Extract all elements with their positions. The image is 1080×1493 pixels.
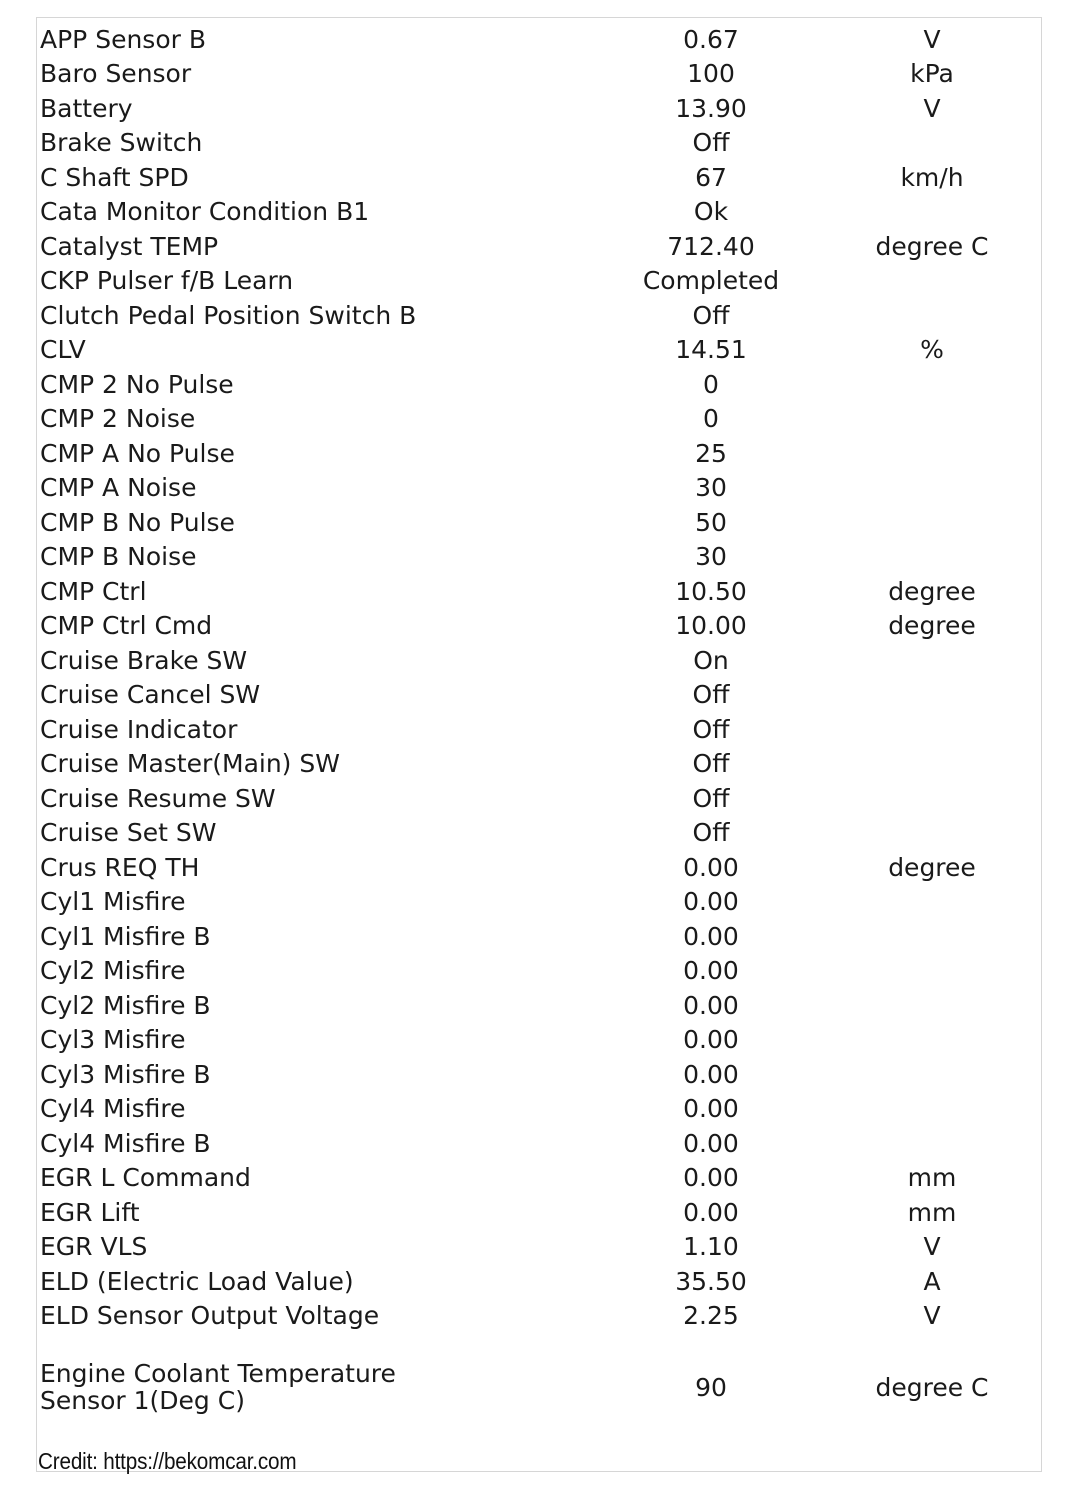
parameter-name: Cruise Master(Main) SW <box>40 749 340 779</box>
table-row <box>40 264 1040 299</box>
table-row <box>40 22 1040 57</box>
parameter-unit: mm <box>907 1197 957 1227</box>
parameter-unit: km/h <box>900 162 964 192</box>
table-row <box>40 1264 1040 1299</box>
table-row <box>40 540 1040 575</box>
table-row <box>40 1299 1040 1334</box>
parameter-unit: A <box>923 1266 941 1296</box>
parameter-unit: degree <box>888 611 976 641</box>
table-row <box>40 1161 1040 1196</box>
parameter-name: Cyl3 Misfire B <box>40 1059 211 1089</box>
table-row <box>40 195 1040 230</box>
parameter-name: C Shaft SPD <box>40 162 189 192</box>
table-row <box>40 367 1040 402</box>
parameter-value: 35.50 <box>675 1266 747 1296</box>
parameter-name: Cruise Resume SW <box>40 783 276 813</box>
table-row <box>40 1351 1040 1423</box>
table-row <box>40 1057 1040 1092</box>
parameter-unit: mm <box>907 1163 957 1193</box>
parameter-name: Cyl1 Misfire B <box>40 921 211 951</box>
table-row <box>40 988 1040 1023</box>
parameter-name: CMP 2 Noise <box>40 404 196 434</box>
parameter-value: 0 <box>703 369 719 399</box>
parameter-value: 10.00 <box>675 611 747 641</box>
table-row <box>40 91 1040 126</box>
parameter-name: CMP 2 No Pulse <box>40 369 234 399</box>
table-row <box>40 643 1040 678</box>
parameter-name: Crus REQ TH <box>40 852 200 882</box>
table-row <box>40 402 1040 437</box>
parameter-name: Cyl4 Misfire B <box>40 1128 211 1158</box>
parameter-unit: V <box>923 93 941 123</box>
table-row <box>40 471 1040 506</box>
table-row <box>40 747 1040 782</box>
parameter-name: CLV <box>40 335 86 365</box>
parameter-value: 30 <box>695 542 727 572</box>
parameter-value: 0.00 <box>683 1163 739 1193</box>
parameter-name: APP Sensor B <box>40 24 206 54</box>
parameter-value: 0 <box>703 404 719 434</box>
parameter-name: CMP Ctrl Cmd <box>40 611 213 641</box>
table-row <box>40 333 1040 368</box>
parameter-value: 0.00 <box>683 1059 739 1089</box>
parameter-value: Off <box>692 680 730 710</box>
parameter-value: 67 <box>695 162 727 192</box>
parameter-name: Cruise Indicator <box>40 714 238 744</box>
table-row <box>40 436 1040 471</box>
parameter-name: CKP Pulser f/B Learn <box>40 266 294 296</box>
table-row <box>40 781 1040 816</box>
parameter-value: 0.00 <box>683 921 739 951</box>
parameter-value: 0.00 <box>683 887 739 917</box>
parameter-name: CMP Ctrl <box>40 576 147 606</box>
parameter-value: 2.25 <box>683 1301 739 1331</box>
parameter-value: 0.00 <box>683 956 739 986</box>
parameter-value: 0.00 <box>683 1094 739 1124</box>
table-row <box>40 1126 1040 1161</box>
parameter-unit: kPa <box>910 59 954 89</box>
parameter-name: ELD (Electric Load Value) <box>40 1266 354 1296</box>
table-row <box>40 850 1040 885</box>
parameter-value: On <box>693 645 729 675</box>
parameter-name: Clutch Pedal Position Switch B <box>40 300 417 330</box>
table-row <box>40 505 1040 540</box>
parameter-name: Cyl4 Misfire <box>40 1094 186 1124</box>
table-row <box>40 919 1040 954</box>
table-row <box>40 678 1040 713</box>
parameter-name: Cyl2 Misfire B <box>40 990 211 1020</box>
parameter-value: 0.00 <box>683 1197 739 1227</box>
table-row <box>40 816 1040 851</box>
parameter-value: 0.00 <box>683 852 739 882</box>
parameter-name: Cruise Cancel SW <box>40 680 261 710</box>
parameter-value: 14.51 <box>675 335 747 365</box>
parameter-value: Completed <box>642 266 780 296</box>
parameter-value: 50 <box>695 507 727 537</box>
parameter-name: Cyl3 Misfire <box>40 1025 186 1055</box>
parameter-unit: degree C <box>875 1372 989 1402</box>
parameter-value: 0.67 <box>683 24 739 54</box>
parameter-name: EGR L Command <box>40 1163 251 1193</box>
parameter-unit: degree <box>888 576 976 606</box>
parameter-name: Cruise Brake SW <box>40 645 248 675</box>
parameter-value: 100 <box>687 59 735 89</box>
parameter-unit: % <box>920 335 944 365</box>
table-row <box>40 885 1040 920</box>
parameter-name: Battery <box>40 93 133 123</box>
parameter-name: Cata Monitor Condition B1 <box>40 197 370 227</box>
credit-text: Credit: https://bekomcar.com <box>38 1448 297 1474</box>
parameter-name: ELD Sensor Output Voltage <box>40 1301 380 1331</box>
parameter-name: CMP B No Pulse <box>40 507 235 537</box>
table-row <box>40 1023 1040 1058</box>
table-row <box>40 229 1040 264</box>
parameter-value: Off <box>692 714 730 744</box>
parameter-table <box>40 22 1040 1423</box>
table-row <box>40 712 1040 747</box>
parameter-value: 30 <box>695 473 727 503</box>
parameter-value: Off <box>692 128 730 158</box>
parameter-value: 13.90 <box>675 93 747 123</box>
parameter-name: EGR Lift <box>40 1197 140 1227</box>
parameter-value: 0.00 <box>683 1128 739 1158</box>
parameter-value: 90 <box>695 1372 727 1402</box>
table-row <box>40 1092 1040 1127</box>
parameter-name: Cyl1 Misfire <box>40 887 186 917</box>
parameter-name: CMP A No Pulse <box>40 438 235 468</box>
parameter-name: Cyl2 Misfire <box>40 956 186 986</box>
parameter-unit: V <box>923 24 941 54</box>
parameter-name: CMP A Noise <box>40 473 197 503</box>
parameter-value: 25 <box>695 438 727 468</box>
table-row <box>40 609 1040 644</box>
parameter-name: Cruise Set SW <box>40 818 217 848</box>
parameter-value: Off <box>692 749 730 779</box>
parameter-name: EGR VLS <box>40 1232 148 1262</box>
parameter-unit: V <box>923 1232 941 1262</box>
table-row <box>40 57 1040 92</box>
table-row <box>40 160 1040 195</box>
parameter-unit: V <box>923 1301 941 1331</box>
parameter-value: Off <box>692 300 730 330</box>
parameter-name: Brake Switch <box>40 128 203 158</box>
table-row <box>40 1230 1040 1265</box>
parameter-value: Off <box>692 818 730 848</box>
table-row <box>40 126 1040 161</box>
parameter-unit: degree C <box>875 231 989 261</box>
parameter-value: 712.40 <box>667 231 755 261</box>
parameter-value: 10.50 <box>675 576 747 606</box>
parameter-name: Engine Coolant Temperature Sensor 1(Deg C) <box>40 1358 396 1415</box>
parameter-value: 0.00 <box>683 990 739 1020</box>
parameter-value: Off <box>692 783 730 813</box>
table-row <box>40 298 1040 333</box>
parameter-name: Catalyst TEMP <box>40 231 219 261</box>
parameter-value: Ok <box>693 197 729 227</box>
parameter-name: CMP B Noise <box>40 542 197 572</box>
table-row <box>40 1195 1040 1230</box>
parameter-unit: degree <box>888 852 976 882</box>
table-row <box>40 954 1040 989</box>
parameter-value: 0.00 <box>683 1025 739 1055</box>
table-row <box>40 574 1040 609</box>
parameter-name: Baro Sensor <box>40 59 192 89</box>
parameter-value: 1.10 <box>683 1232 739 1262</box>
